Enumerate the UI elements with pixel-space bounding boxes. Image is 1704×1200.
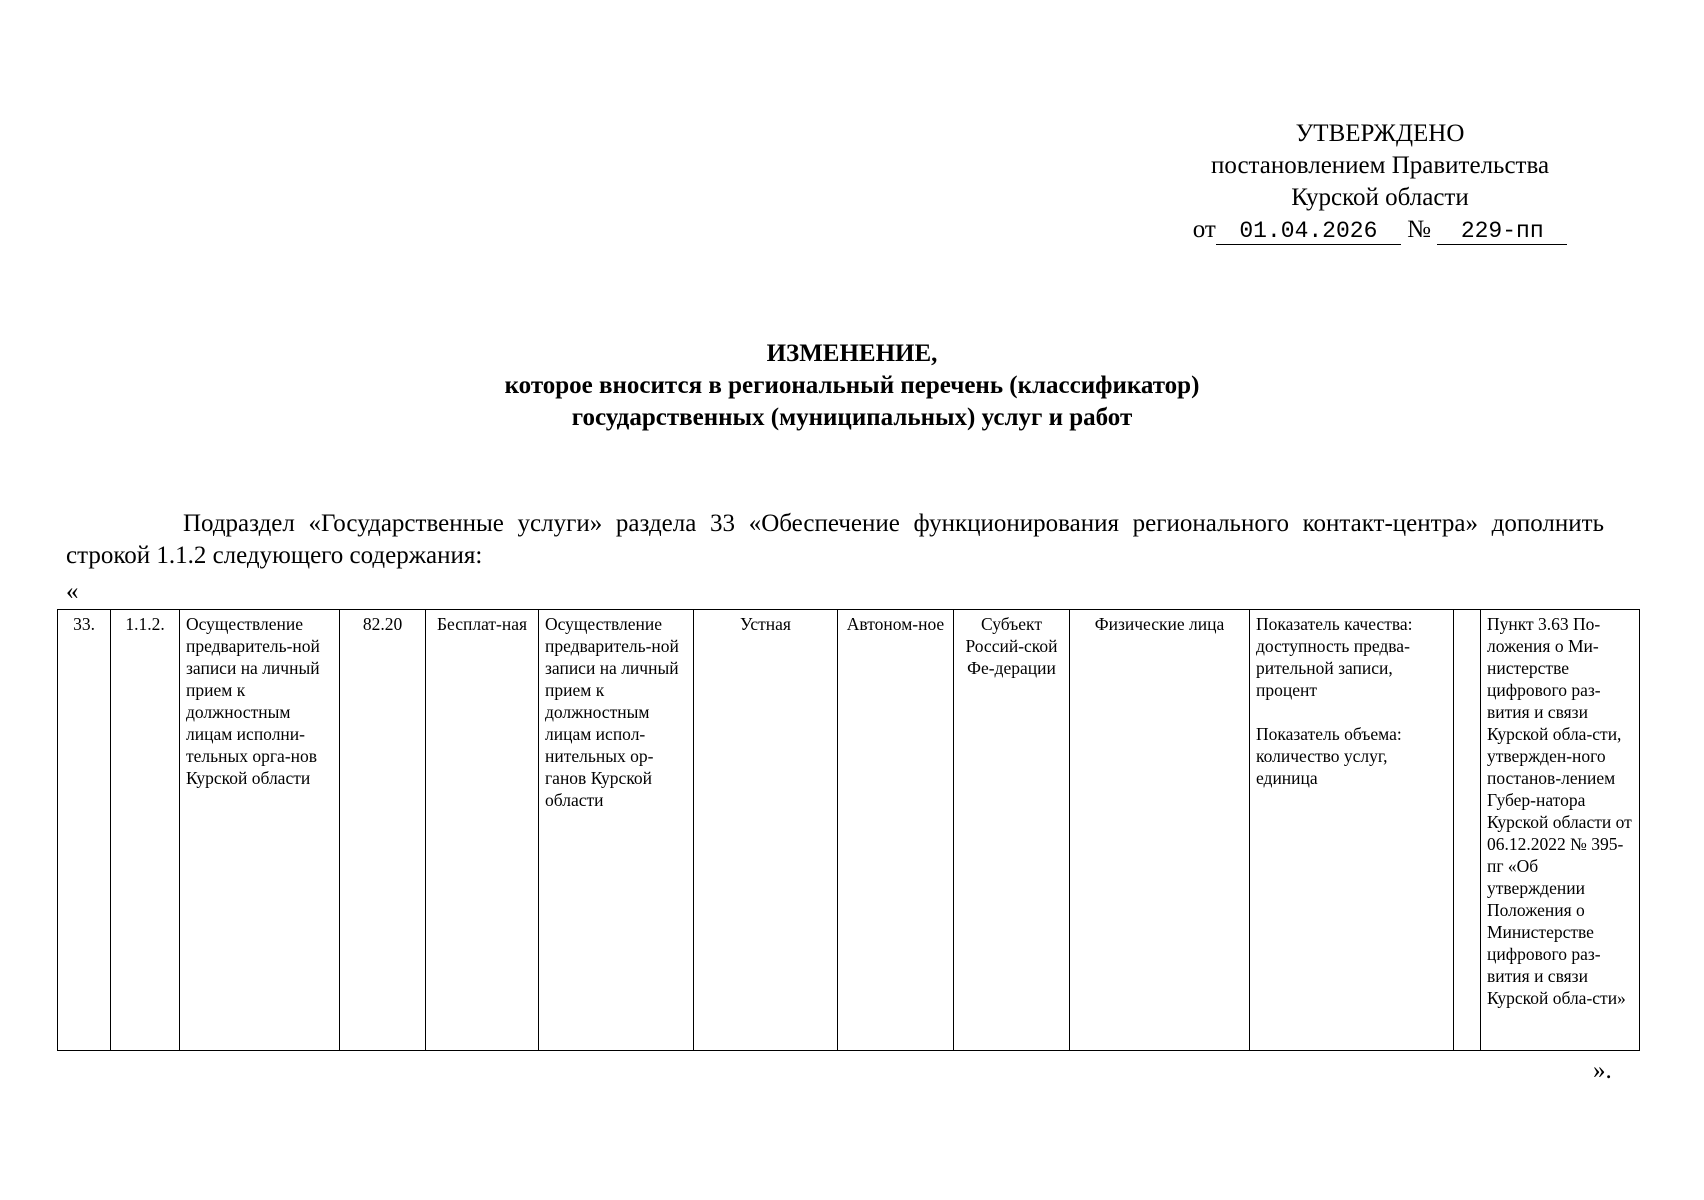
cell-service-name: Осуществление предваритель-ной записи на личный прием к должностным лицам исполни-тельных орга-нов Курской области — [180, 610, 340, 1051]
indicator-volume: Показатель объема: количество услуг, единица — [1256, 724, 1402, 788]
heading-title: ИЗМЕНЕНИЕ, — [766, 340, 938, 367]
intro-paragraph: Подраздел «Государственные услуги» раздела 33 «Обеспечение функционирования регионального контакт-центра» дополнить строкой 1.1.2 следующего содержания: — [66, 510, 1604, 569]
approval-date: 01.04.2026 — [1216, 218, 1401, 245]
heading-line-2: государственных (муниципальных) услуг и работ — [571, 404, 1133, 431]
approval-title: УТВЕРЖДЕНО — [1295, 120, 1465, 147]
document-heading — [0, 338, 1704, 434]
approval-number-label: № — [1407, 216, 1431, 243]
open-quote: « — [66, 578, 79, 605]
cell-content: Осуществление предваритель-ной записи на личный прием к должностным лицам испол-нительных ор-ганов Курской области — [539, 610, 694, 1051]
table-row — [58, 610, 1640, 1051]
cell-empty — [1454, 610, 1481, 1051]
cell-form: Устная — [694, 610, 838, 1051]
approval-line-1: постановлением Правительства — [1210, 152, 1550, 179]
indicator-quality: Показатель качества: доступность предва-рительной записи, процент — [1256, 614, 1413, 700]
heading-line-1: которое вносится в региональный перечень (классификатор) — [504, 372, 1200, 399]
cell-payment: Бесплат-ная — [426, 610, 539, 1051]
cell-indicators — [1250, 610, 1454, 1051]
cell-section: 33. — [58, 610, 111, 1051]
service-row-table — [57, 609, 1640, 1051]
approval-number: 229-пп — [1437, 218, 1567, 245]
cell-okved: 82.20 — [340, 610, 426, 1051]
cell-code: 1.1.2. — [111, 610, 180, 1051]
cell-consumers: Физические лица — [1070, 610, 1250, 1051]
cell-institution-type: Автоном-ное — [838, 610, 954, 1051]
cell-legal-basis: Пункт 3.63 По-ложения о Ми-нистерстве цифрового раз-вития и связи Курской обла-сти, утвержден-ного постанов-лением Губер-натора Курской области от 06.12.2022 № 395-пг «Об утверждении Положения о Министерстве цифрового раз-вития и связи Курской обла-сти» — [1481, 610, 1640, 1051]
approval-stamp — [1150, 118, 1610, 246]
cell-authority: Субъект Россий-ской Фе-дерации — [954, 610, 1070, 1051]
approval-line-2: Курской области — [1291, 184, 1469, 211]
approval-date-line — [1150, 214, 1610, 246]
close-quote: ». — [1593, 1057, 1612, 1084]
approval-from-label: от — [1192, 216, 1216, 243]
